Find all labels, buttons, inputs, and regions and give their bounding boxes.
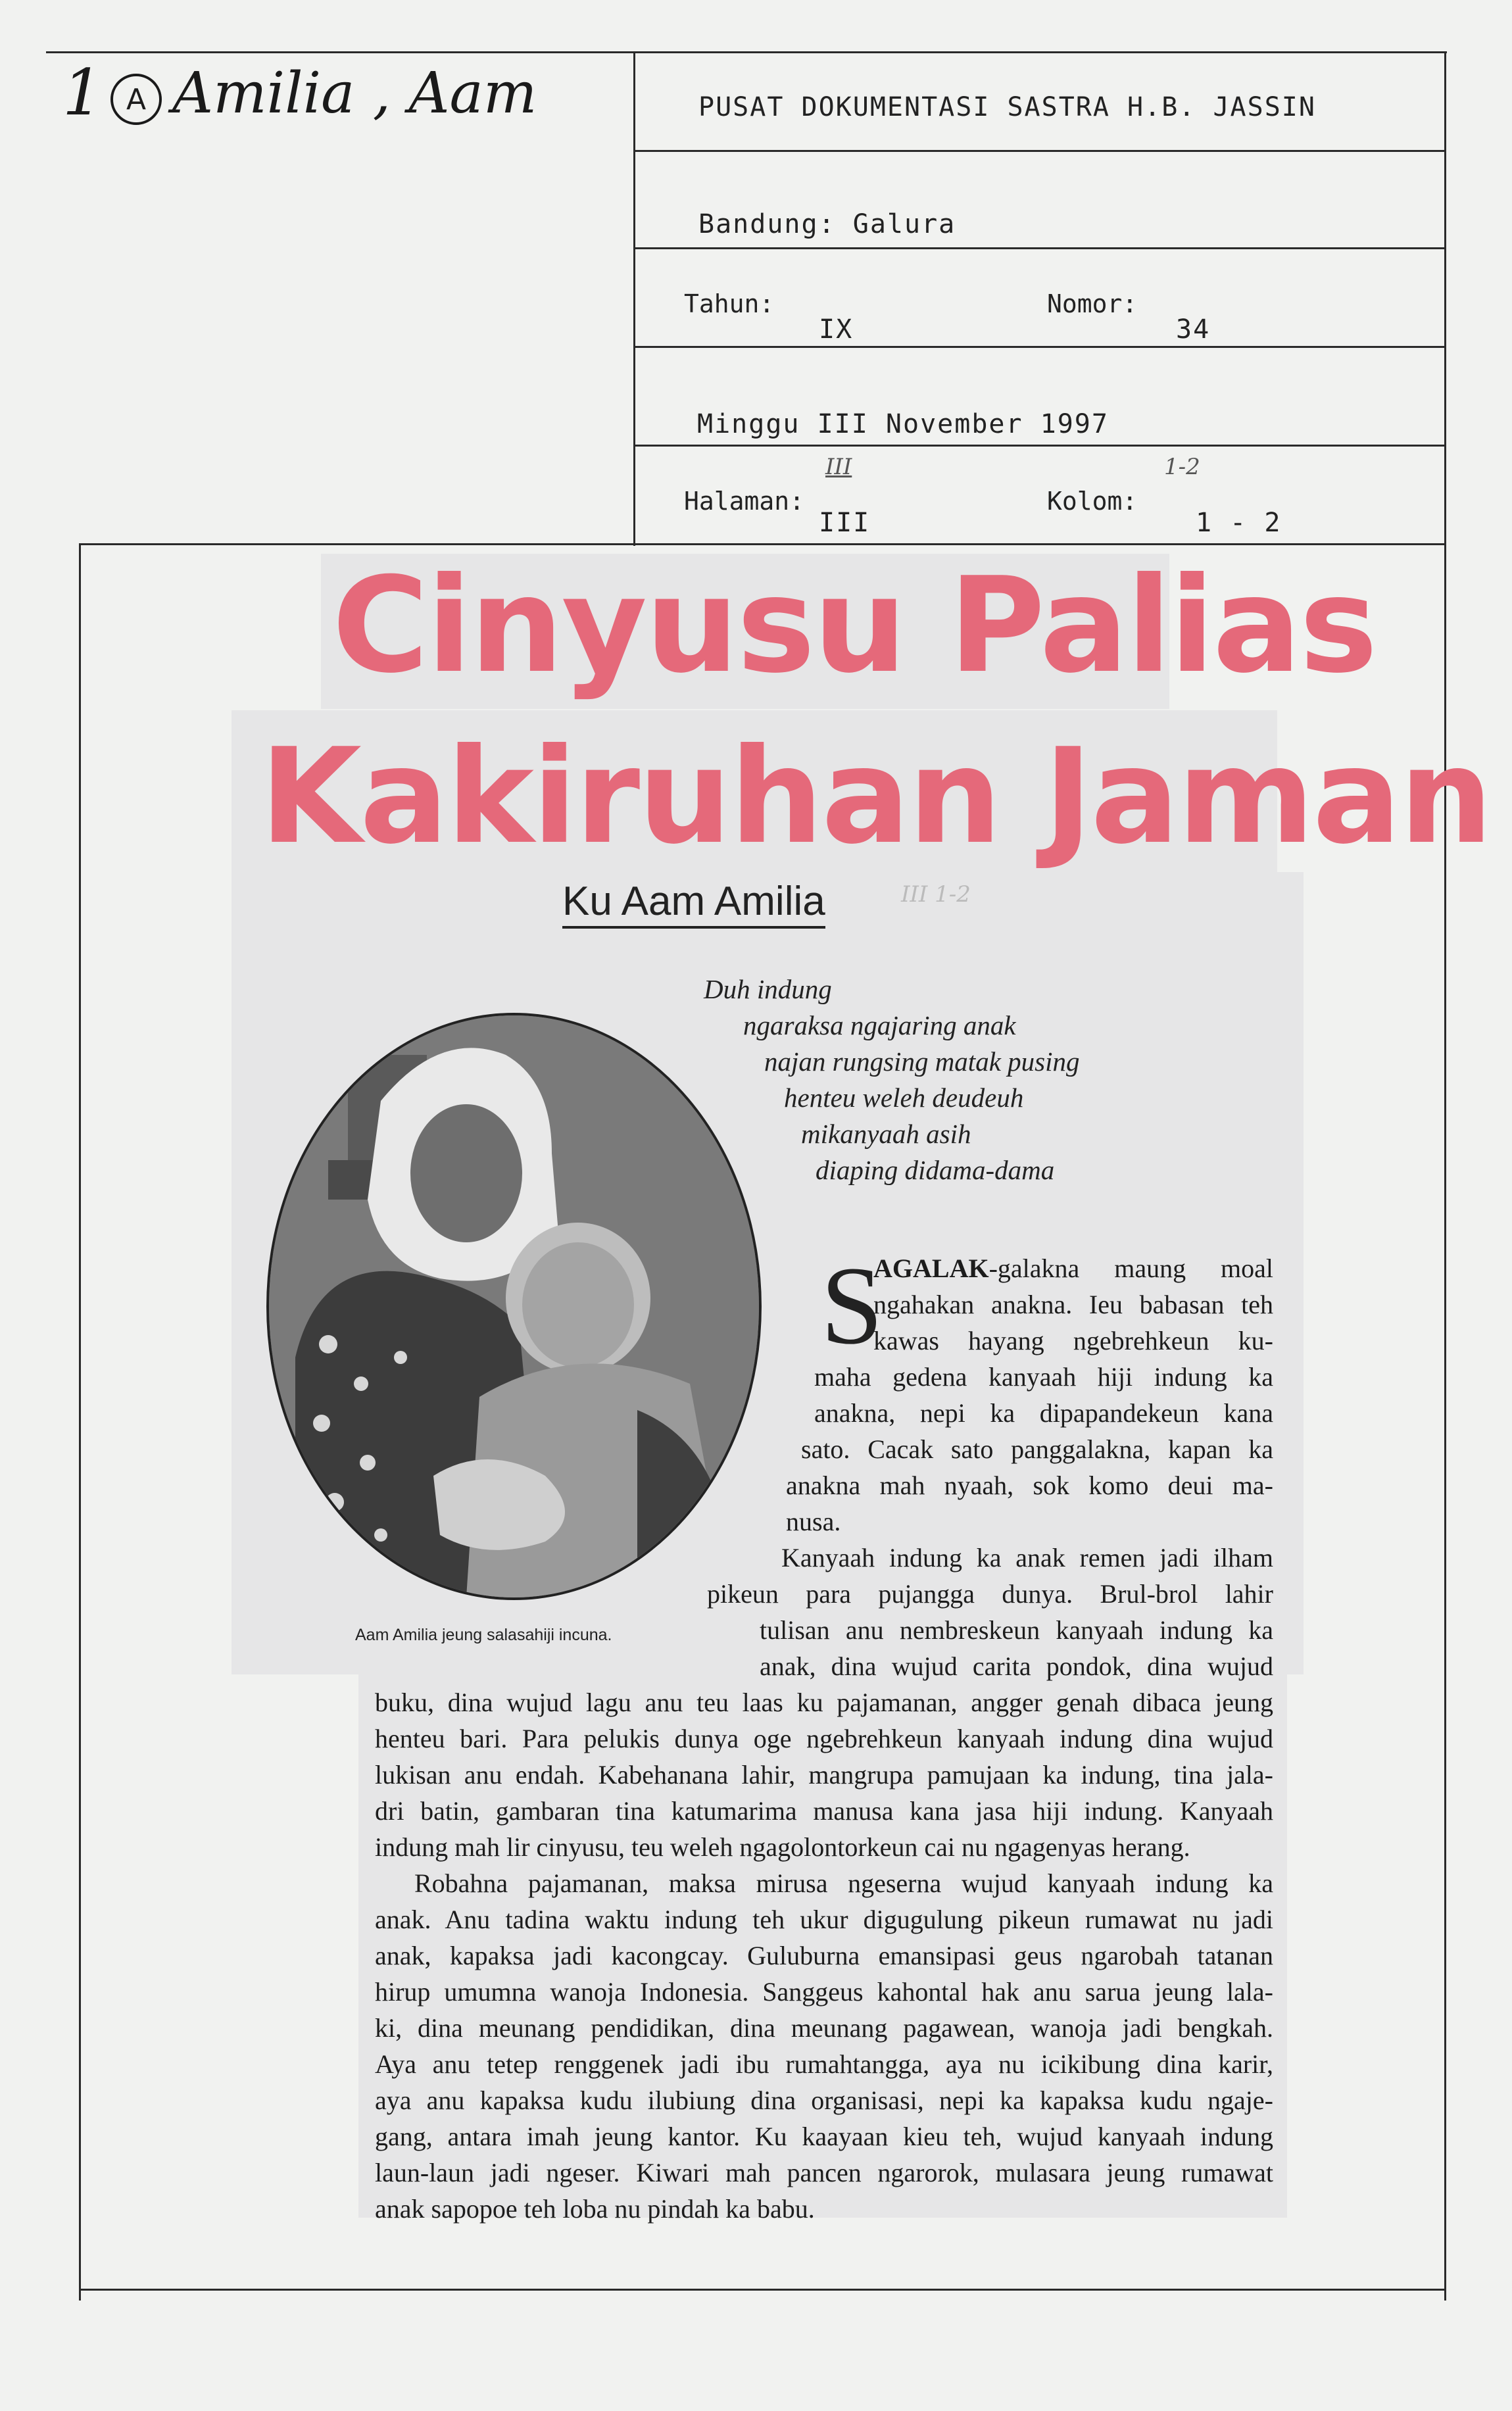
publication-field: Bandung: Galura bbox=[698, 209, 956, 239]
article-photo bbox=[266, 1013, 762, 1600]
article-byline: Ku Aam Amilia bbox=[562, 878, 825, 929]
body-line-23: aya anu kapaksa kudu ilubiung dina organisasi, nepi ka kapaksa kudu ngaje- bbox=[375, 2085, 1273, 2115]
tahun-label: Tahun: bbox=[684, 289, 775, 318]
kolom-label: Kolom: bbox=[1047, 487, 1138, 516]
institution-title: PUSAT DOKUMENTASI SASTRA H.B. JASSIN bbox=[698, 92, 1316, 122]
row-line-3 bbox=[633, 346, 1446, 348]
kolom-value: 1 - 2 bbox=[1196, 508, 1282, 538]
body-line-19: anak, kapaksa jadi kacongcay. Guluburna emansipasi geus ngarobah tatanan bbox=[375, 1941, 1273, 1970]
body-line-4: anakna, nepi ka dipapandekeun kana bbox=[814, 1398, 1273, 1428]
poem-line-6: diaping didama-dama bbox=[816, 1155, 1055, 1185]
body-line-7: nusa. bbox=[786, 1507, 841, 1536]
halaman-label: Halaman: bbox=[684, 487, 805, 516]
body-line-25: laun-laun jadi ngeser. Kiwari mah pancen ngarorok, mulasara jeung rumawat bbox=[375, 2158, 1273, 2187]
body-line-21: ki, dina meunang pendidikan, dina meunang pagawean, wanoja jadi bengkah. bbox=[375, 2013, 1273, 2043]
row-line-4 bbox=[633, 445, 1446, 447]
pencil-page-mark: III bbox=[825, 454, 852, 480]
poem-line-1: Duh indung bbox=[704, 974, 832, 1004]
headline-line-1: Cinyusu Palias bbox=[332, 549, 1376, 702]
body-line-22: Aya anu tetep renggenek jadi ibu rumahtangga, aya nu icikibung dina karir, bbox=[375, 2049, 1273, 2079]
photo-caption: Aam Amilia jeung salasahiji incuna. bbox=[355, 1626, 612, 1644]
body-line-26: anak sapopoe teh loba nu pindah ka babu. bbox=[375, 2194, 815, 2224]
lead-line bbox=[873, 1253, 1273, 1284]
nomor-value: 34 bbox=[1176, 314, 1211, 345]
drop-cap: S bbox=[821, 1244, 883, 1367]
card-top-border bbox=[46, 51, 1447, 53]
body-line-20: hirup umumna wanoja Indonesia. Sanggeus kahontal hak anu sarua jeung lala- bbox=[375, 1977, 1273, 2007]
circled-letter-text: A bbox=[126, 82, 147, 116]
poem-line-2: ngaraksa ngajaring anak bbox=[743, 1010, 1016, 1040]
body-line-14: lukisan anu endah. Kabehanana lahir, mangrupa pamujaan ka indung, tina jala- bbox=[375, 1760, 1273, 1790]
body-line-17: Robahna pajamanan, maksa mirusa ngeserna wujud kanyaah indung ka bbox=[414, 1868, 1273, 1898]
body-line-12: buku, dina wujud lagu anu teu laas ku pajamanan, angger genah dibaca jeung bbox=[375, 1688, 1273, 1717]
row-line-5 bbox=[79, 543, 1446, 545]
photo-illustration bbox=[269, 1015, 759, 1597]
card-divider-vertical bbox=[633, 51, 635, 546]
poem-line-5: mikanyaah asih bbox=[801, 1119, 971, 1149]
body-line-3: maha gedena kanyaah hiji indung ka bbox=[814, 1362, 1273, 1392]
body-line-18: anak. Anu tadina waktu indung teh ukur digugulung pikeun rumawat nu jadi bbox=[375, 1905, 1273, 1934]
nomor-label: Nomor: bbox=[1047, 289, 1138, 318]
row-line-2 bbox=[633, 247, 1446, 249]
row-line-1 bbox=[633, 150, 1446, 152]
body-line-10: tulisan anu nembreskeun kanyaah indung ka bbox=[760, 1615, 1273, 1645]
handwritten-number: 1 bbox=[62, 56, 103, 130]
headline-line-2: Kakiruhan Jaman bbox=[260, 720, 1491, 873]
halaman-value: III bbox=[819, 508, 871, 538]
body-line-13: henteu bari. Para pelukis dunya oge ngebrehkeun kanyaah indung dina wujud bbox=[375, 1724, 1273, 1753]
tahun-value: IX bbox=[819, 314, 854, 345]
poem-line-3: najan rungsing matak pusing bbox=[764, 1046, 1080, 1077]
card-bottom-line bbox=[79, 2289, 1446, 2291]
body-line-8: Kanyaah indung ka anak remen jadi ilham bbox=[781, 1543, 1273, 1572]
body-line-15: dri batin, gambaran tina katumarima manusa kana jasa hiji indung. Kanyaah bbox=[375, 1796, 1273, 1826]
poem-line-4: henteu weleh deudeuh bbox=[784, 1083, 1024, 1113]
circled-letter bbox=[110, 74, 162, 125]
body-line-5: sato. Cacak sato panggalakna, kapan ka bbox=[801, 1434, 1273, 1464]
body-line-6: anakna mah nyaah, sok komo deui ma- bbox=[786, 1471, 1273, 1500]
body-line-1: ngahakan anakna. Ieu babasan teh bbox=[873, 1290, 1273, 1319]
handwritten-author-note: Amilia , Aam bbox=[172, 61, 537, 126]
pencil-clip-mark: III 1-2 bbox=[901, 881, 971, 908]
body-line-11: anak, dina wujud carita pondok, dina wujud bbox=[760, 1651, 1273, 1681]
card-left-border bbox=[79, 543, 81, 2301]
body-line-24: gang, antara imah jeung kantor. Ku kaayaan kieu teh, wujud kanyaah indung bbox=[375, 2122, 1273, 2151]
card-right-border bbox=[1444, 51, 1446, 2301]
lead-word: AGALAK bbox=[873, 1254, 989, 1283]
pencil-kolom-mark: 1-2 bbox=[1164, 454, 1200, 480]
body-line-16: indung mah lir cinyusu, teu weleh ngagolontorkeun cai nu ngagenyas herang. bbox=[375, 1832, 1190, 1862]
date-field: Minggu III November 1997 bbox=[697, 409, 1109, 439]
body-line-9: pikeun para pujangga dunya. Brul-brol lahir bbox=[707, 1579, 1273, 1609]
body-line-2: kawas hayang ngebrehkeun ku- bbox=[873, 1326, 1273, 1355]
lead-rest: -galakna maung moal bbox=[988, 1254, 1273, 1283]
